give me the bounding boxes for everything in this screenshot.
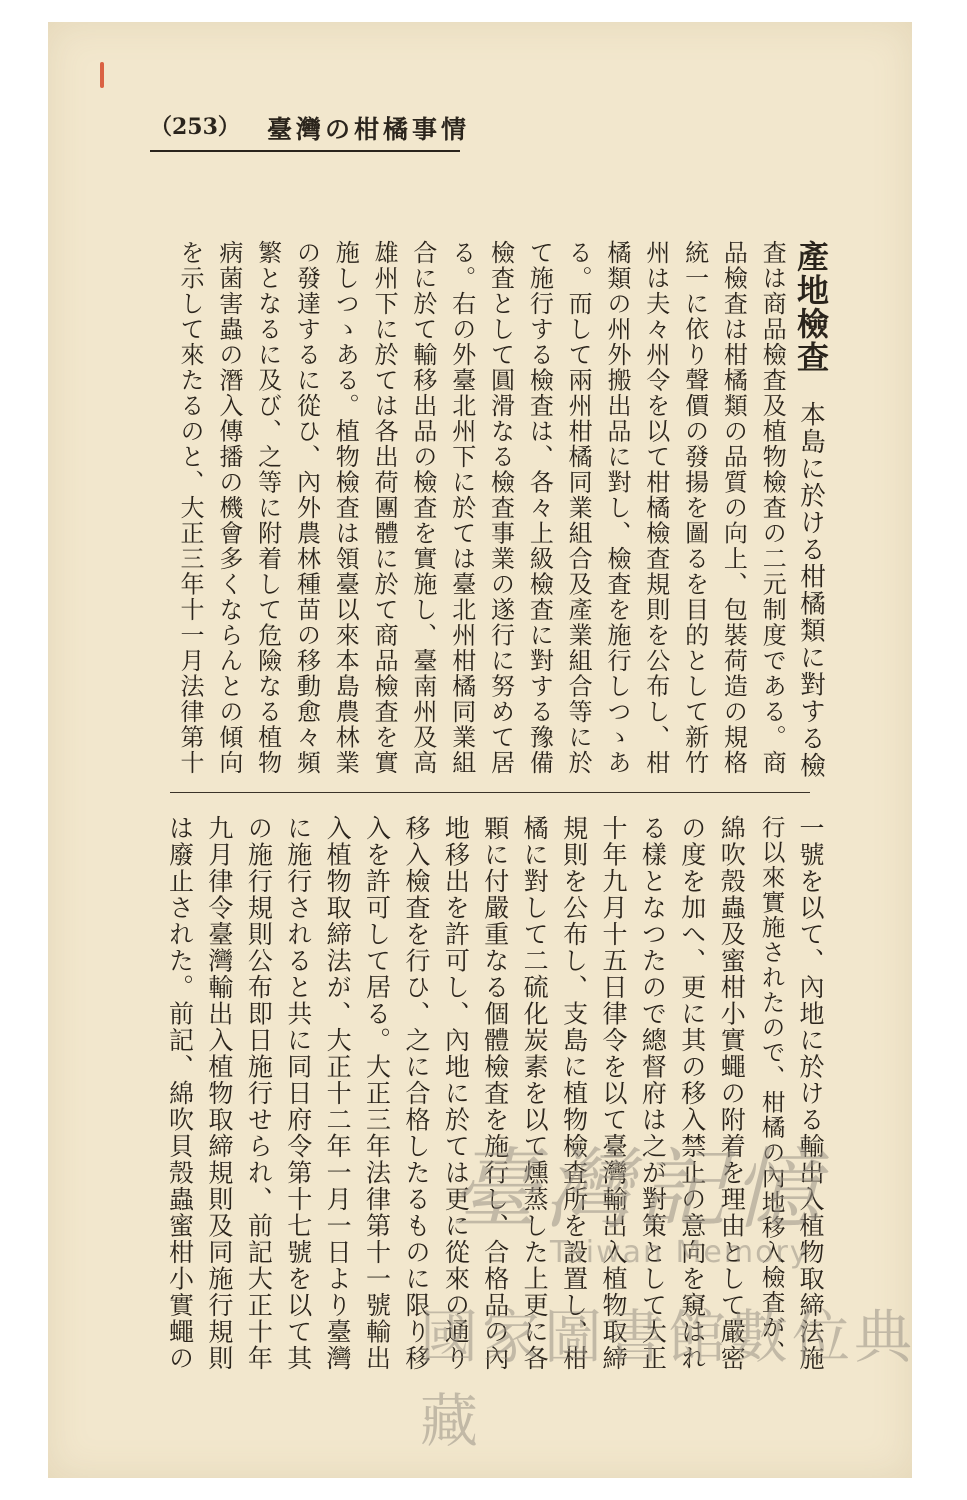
page-number: （253） [150, 114, 240, 140]
text-column-heading [791, 240, 830, 780]
library-watermark [420, 1130, 940, 1455]
text-column: 繁となるに及び、之等に附着して危險なる植物 [253, 240, 282, 776]
text-column: は廢止された。前記、綿吹貝殼蟲蜜柑小實蠅の [165, 815, 195, 1372]
text-column: 綿吹殼蟲及蜜柑小實蠅の附着を理由として嚴密 [717, 815, 747, 1372]
text-column: る。右の外臺北州下に於ては臺北州柑橘同業組 [447, 240, 476, 776]
text-column: 移入檢査を行ひ、之に合格したるものに限り移 [401, 815, 431, 1372]
watermark-english: Taiwan Memory [550, 1235, 810, 1270]
text-column: 入を許可して居る。大正三年法律第十一號輸出 [362, 815, 392, 1372]
text-column: 地移出を許可し、內地に於ては更に從來の通り [441, 815, 471, 1372]
text-column: の施行規則公布即日施行せられ、前記大正十年 [244, 815, 274, 1372]
text-column: る樣となつたので總督府は之が對策として大正 [638, 815, 668, 1372]
text-column: 顆に付嚴重なる個體檢査を施行し、合格品の內 [480, 815, 510, 1372]
text-column: 橘類の州外搬出品に對し、檢査を施行しつゝあ [602, 240, 631, 776]
text-column: 州は夫々州令を以て柑橘檢査規則を公布し、柑 [641, 240, 670, 776]
text-column: 一號を以て、內地に於ける輸出入植物取締法施 [796, 815, 825, 1372]
text-column: 査は商品檢査及植物檢査の二元制度である。商 [758, 240, 787, 776]
text-column: の發達するに從ひ、內外農林種苗の移動愈々頻 [292, 240, 321, 776]
running-title: 臺灣の柑橘事情 [266, 115, 470, 144]
column-divider-rule [170, 792, 810, 793]
text-column: 病菌害蟲の潛入傳播の機會多くならんとの傾向 [214, 240, 243, 776]
text-column: に施行されると共に同日府令第十七號を以て其 [283, 815, 313, 1372]
text-column: 施しつゝある。植物檢査は領臺以來本島農林業 [331, 240, 360, 776]
text-column: 檢査として圓滑なる檢査事業の遂行に努めて居 [486, 240, 515, 776]
header-rule [150, 150, 460, 152]
text-column: 本島に於ける柑橘類に對する檢 [796, 401, 826, 779]
text-column: 入植物取締法が、大正十二年一月一日より臺灣 [323, 815, 353, 1372]
red-margin-mark [100, 62, 104, 88]
text-column: 九月律令臺灣輸出入植物取締規則及同施行規則 [204, 815, 234, 1372]
upper-text-block [170, 240, 830, 780]
watermark-logo-text: 臺灣記憶 [450, 1138, 827, 1241]
watermark-subtitle: 國家圖書館數位典藏 [420, 1303, 917, 1455]
text-column: る。而して兩州柑橘同業組合及產業組合等に於 [564, 240, 593, 776]
text-column: 統一に依り聲價の發揚を圖るを目的として新竹 [680, 240, 709, 776]
section-heading: 產地檢查 [792, 240, 830, 374]
text-column: 規則を公布し、支島に植物檢査所を設置し、柑 [559, 815, 589, 1372]
text-column: の度を加へ、更に其の移入禁止の意向を窺はれ [677, 815, 707, 1372]
text-column: 行以來實施されたので、柑橘の內地移入檢査が、 [757, 815, 786, 1365]
text-column: 十年九月十五日律令を以て臺灣輸出入植物取締 [598, 815, 628, 1372]
text-column: 合に於て輸移出品の檢査を實施し、臺南州及高 [408, 240, 437, 776]
text-column: を示して來たるのと、大正三年十一月法律第十 [176, 240, 204, 776]
page-header [150, 110, 470, 154]
text-column: 品檢査は柑橘類の品質の向上、包裝荷造の規格 [719, 240, 748, 776]
text-column: て施行する檢査は、各々上級檢査に對する豫備 [525, 240, 554, 776]
text-column: 雄州下に於ては各出荷團體に於て商品檢査を實 [370, 240, 399, 776]
text-column: 橘に對して二硫化炭素を以て燻蒸した上更に各 [520, 815, 550, 1372]
